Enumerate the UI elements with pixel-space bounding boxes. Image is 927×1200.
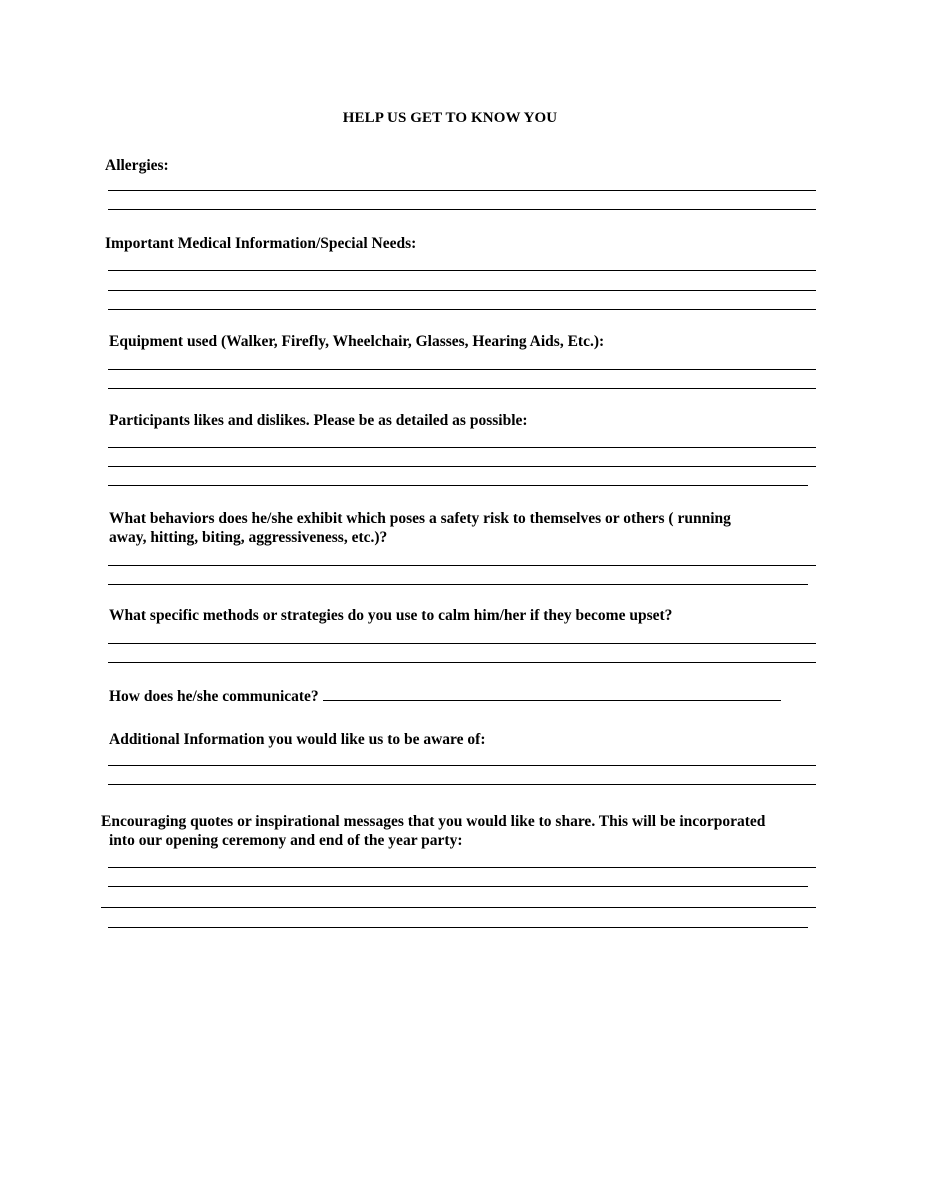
- likes-dislikes-label: Participants likes and dislikes. Please be as detailed as possible:: [109, 412, 528, 429]
- quotes-line-2[interactable]: [108, 886, 808, 887]
- additional-info-line-1[interactable]: [108, 765, 816, 766]
- behaviors-line-1[interactable]: [108, 565, 816, 566]
- likes-dislikes-line-3[interactable]: [108, 485, 808, 486]
- quotes-line-4[interactable]: [108, 927, 808, 928]
- quotes-line-3[interactable]: [101, 907, 816, 908]
- medical-info-line-3[interactable]: [108, 309, 816, 310]
- communicate-line[interactable]: [323, 686, 781, 701]
- communicate-row: [109, 686, 781, 707]
- behaviors-label-line-1: What behaviors does he/she exhibit which poses a safety risk to themselves or others ( running: [109, 510, 731, 527]
- additional-info-label: Additional Information you would like us to be aware of:: [109, 731, 486, 748]
- additional-info-line-2[interactable]: [108, 784, 816, 785]
- behaviors-label-line-2: away, hitting, biting, aggressiveness, etc.)?: [109, 529, 388, 546]
- allergies-line-1[interactable]: [108, 190, 816, 191]
- allergies-label: Allergies:: [105, 157, 169, 174]
- quotes-line-1[interactable]: [108, 867, 816, 868]
- calm-strategies-line-2[interactable]: [108, 662, 816, 663]
- communicate-label: How does he/she communicate?: [109, 688, 319, 705]
- calm-strategies-label: What specific methods or strategies do you use to calm him/her if they become upset?: [109, 607, 673, 624]
- equipment-label: Equipment used (Walker, Firefly, Wheelchair, Glasses, Hearing Aids, Etc.):: [109, 333, 605, 350]
- quotes-label-line-1: Encouraging quotes or inspirational messages that you would like to share. This will be incorporated: [101, 813, 766, 830]
- form-title: HELP US GET TO KNOW YOU: [342, 110, 558, 126]
- medical-info-line-1[interactable]: [108, 270, 816, 271]
- equipment-line-2[interactable]: [108, 388, 816, 389]
- equipment-line-1[interactable]: [108, 369, 816, 370]
- likes-dislikes-line-2[interactable]: [108, 466, 816, 467]
- allergies-line-2[interactable]: [108, 209, 816, 210]
- likes-dislikes-line-1[interactable]: [108, 447, 816, 448]
- behaviors-line-2[interactable]: [108, 584, 808, 585]
- calm-strategies-line-1[interactable]: [108, 643, 816, 644]
- medical-info-line-2[interactable]: [108, 290, 816, 291]
- quotes-label-line-2: into our opening ceremony and end of the year party:: [109, 832, 463, 849]
- medical-info-label: Important Medical Information/Special Needs:: [105, 235, 417, 252]
